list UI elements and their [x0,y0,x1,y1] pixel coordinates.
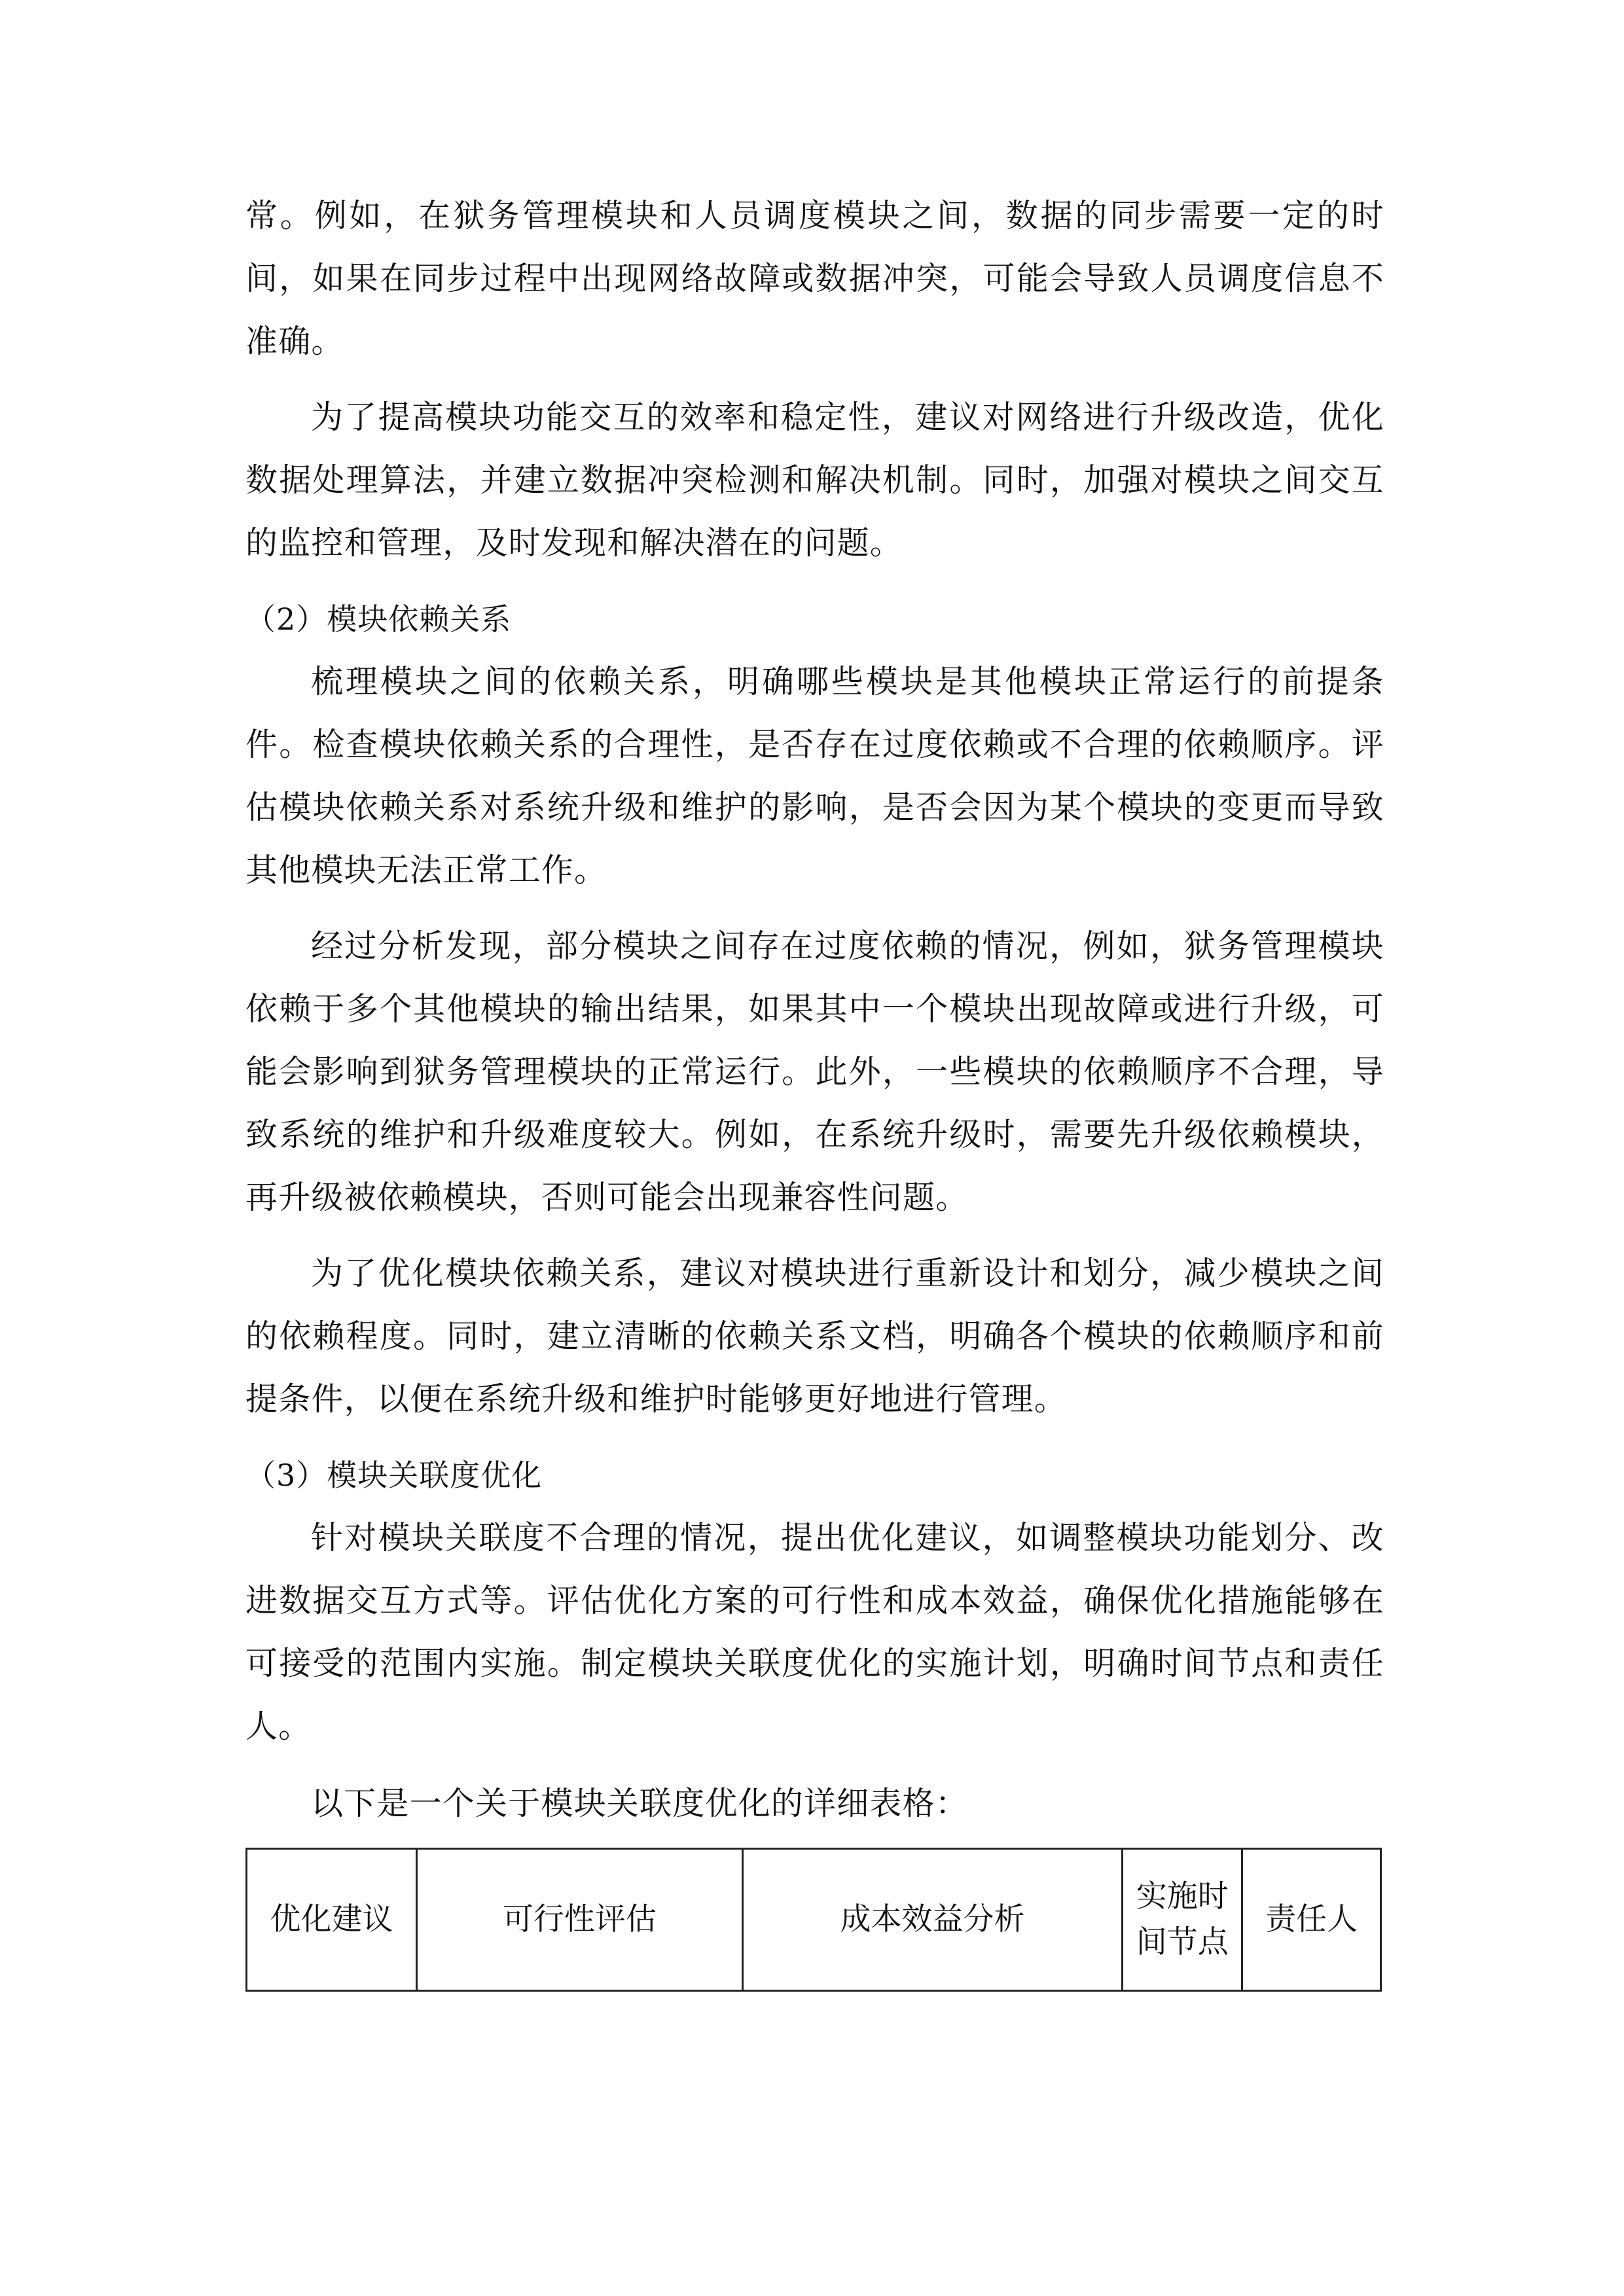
paragraph-continuation: 常。例如，在狱务管理模块和人员调度模块之间，数据的同步需要一定的时间，如果在同步过程中出现网络故障或数据冲突，可能会导致人员调度信息不准确。 [245,197,1384,360]
paragraph-dependency-suggestion: 为了优化模块依赖关系，建议对模块进行重新设计和划分，减少模块之间的依赖程度。同时，建立清晰的依赖关系文档，明确各个模块的依赖顺序和前提条件，以便在系统升级和维护时能够更好地进行管理。 [245,1255,1384,1418]
paragraph-dependency-findings: 经过分析发现，部分模块之间存在过度依赖的情况，例如，狱务管理模块依赖于多个其他模块的输出结果，如果其中一个模块出现故障或进行升级，可能会影响到狱务管理模块的正常运行。此外，一些模块的依赖顺序不合理，导致系统的维护和升级难度较大。例如，在系统升级时，需要先升级依赖模块，再升级被依赖模块，否则可能会出现兼容性问题。 [245,927,1384,1216]
table-header-row [247,1849,1381,1991]
paragraph-dependency-review: 梳理模块之间的依赖关系，明确哪些模块是其他模块正常运行的前提条件。检查模块依赖关系的合理性，是否存在过度依赖或不合理的依赖顺序。评估模块依赖关系对系统升级和维护的影响，是否会因为某个模块的变更而导致其他模块无法正常工作。 [245,663,1384,889]
table-header-timeline: 实施时间节点 [1123,1849,1242,1991]
document-body [245,185,1384,1835]
section-heading-module-dependency: （2）模块依赖关系 [245,601,512,637]
paragraph-table-intro: 以下是一个关于模块关联度优化的详细表格： [311,1785,969,1822]
optimization-table [245,1848,1382,1992]
paragraph-interaction-suggestion: 为了提高模块功能交互的效率和稳定性，建议对网络进行升级改造，优化数据处理算法，并建立数据冲突检测和解决机制。同时，加强对模块之间交互的监控和管理，及时发现和解决潜在的问题。 [245,399,1384,562]
table-header-feasibility: 可行性评估 [417,1849,743,1991]
table-header-suggestion: 优化建议 [247,1849,417,1991]
table-header-owner: 责任人 [1242,1849,1381,1991]
section-heading-association-optimization: （3）模块关联度优化 [245,1458,543,1493]
paragraph-optimization-plan: 针对模块关联度不合理的情况，提出优化建议，如调整模块功能划分、改进数据交互方式等。评估优化方案的可行性和成本效益，确保优化措施能够在可接受的范围内实施。制定模块关联度优化的实施计划，明确时间节点和责任人。 [245,1519,1384,1745]
table-header-cost-benefit: 成本效益分析 [742,1849,1123,1991]
